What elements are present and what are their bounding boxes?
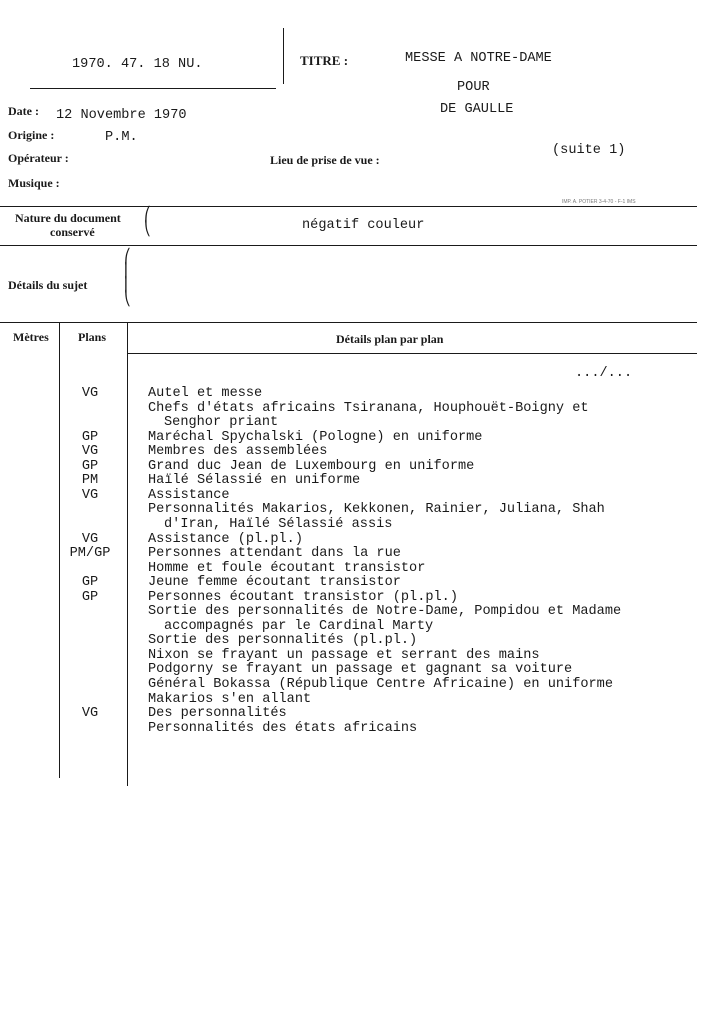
table-row <box>0 590 711 605</box>
continuation-mark: .../... <box>575 366 633 381</box>
table-row <box>0 430 711 445</box>
rule-table-top <box>0 322 697 323</box>
table-row <box>0 721 711 736</box>
table-row <box>0 386 711 401</box>
date-value: 12 Novembre 1970 <box>56 108 187 123</box>
plan-description: Grand duc Jean de Luxembourg en uniforme <box>148 458 475 474</box>
rule-nature-top <box>0 206 697 207</box>
plan-description: Membres des assemblées <box>148 444 328 460</box>
plan-description: Des personnalités <box>148 706 287 722</box>
plan-description: Autel et messe <box>148 386 263 401</box>
col-header-plans: Plans <box>78 330 107 344</box>
col-header-details: Détails plan par plan <box>336 332 444 346</box>
table-row <box>0 517 711 532</box>
nature-brace: ⎛ ⎝ <box>144 208 151 237</box>
plan-code: VG <box>81 487 99 503</box>
origine-value: P.M. <box>105 130 138 145</box>
plan-description: Personnes attendant dans la rue <box>148 546 401 562</box>
table-row <box>0 532 711 547</box>
table-row <box>0 692 711 707</box>
table-row <box>0 575 711 590</box>
printer-mark: IMP. A. POTIER 3-4-70 - F-1 IMS <box>562 199 636 205</box>
nature-label-line1: Nature du document <box>15 211 121 225</box>
plan-description: Personnes écoutant transistor (pl.pl.) <box>148 589 458 605</box>
reference-divider <box>283 28 284 84</box>
reference-underline <box>30 88 276 89</box>
plan-code: VG <box>81 706 99 722</box>
plan-description: Senghor priant <box>164 415 279 431</box>
plan-description: Jeune femme écoutant transistor <box>148 575 401 591</box>
table-row <box>0 561 711 576</box>
date-label: Date : <box>8 104 39 118</box>
lieu-label: Lieu de prise de vue : <box>270 153 380 167</box>
nature-value: négatif couleur <box>302 218 425 233</box>
table-row <box>0 619 711 634</box>
plan-description: Haïlé Sélassié en uniforme <box>148 473 361 489</box>
titre-line-1: MESSE A NOTRE-DAME <box>405 51 552 66</box>
table-row <box>0 662 711 677</box>
titre-label: TITRE : <box>300 53 349 68</box>
table-row <box>0 604 711 619</box>
plan-code: GP <box>81 458 99 474</box>
details-sujet-brace: ⎛ ⎜ ⎜ ⎝ <box>124 250 131 307</box>
table-row <box>0 401 711 416</box>
plan-code: VG <box>81 386 99 401</box>
plan-description: Général Bokassa (République Centre Africaine) en uniforme <box>148 677 613 692</box>
plan-description: Maréchal Spychalski (Pologne) en uniforme <box>148 429 483 445</box>
details-sujet-label: Détails du sujet <box>8 278 88 292</box>
plan-description: Assistance <box>148 487 230 503</box>
plan-description: Sortie des personnalités de Notre-Dame, Pompidou et Madame <box>148 604 622 620</box>
plan-code: PM <box>81 473 99 489</box>
titre-line-2: POUR <box>457 80 490 95</box>
plan-description: Sortie des personnalités (pl.pl.) <box>148 633 418 649</box>
rule-details-header <box>128 353 697 354</box>
col-header-metres: Mètres <box>13 330 49 344</box>
nature-label-line2: conservé <box>50 225 95 239</box>
plan-description: accompagnés par le Cardinal Marty <box>164 618 434 634</box>
operateur-label: Opérateur : <box>8 151 69 165</box>
table-row <box>0 502 711 517</box>
titre-line-3: DE GAULLE <box>440 102 514 117</box>
plan-code: VG <box>81 444 99 460</box>
table-row <box>0 677 711 692</box>
plan-description: Nixon se frayant un passage et serrant des mains <box>148 647 540 663</box>
plan-description: Personnalités Makarios, Kekkonen, Rainier, Juliana, Shah <box>148 502 605 518</box>
plan-description: d'Iran, Haïlé Sélassié assis <box>164 516 393 532</box>
plan-description: Assistance (pl.pl.) <box>148 531 303 547</box>
plan-description: Chefs d'états africains Tsiranana, Houphouët-Boigny et <box>148 400 589 416</box>
plan-code: VG <box>81 531 99 547</box>
table-row <box>0 633 711 648</box>
plan-description: Personnalités des états africains <box>148 720 418 736</box>
reference-number: 1970. 47. 18 NU. <box>72 57 203 72</box>
table-row <box>0 648 711 663</box>
rule-details-top <box>0 245 697 246</box>
table-row <box>0 444 711 459</box>
plan-code: GP <box>81 589 99 605</box>
plan-description: Podgorny se frayant un passage et gagnant sa voiture <box>148 662 573 678</box>
suite-label: (suite 1) <box>552 143 626 158</box>
musique-label: Musique : <box>8 176 60 190</box>
origine-label: Origine : <box>8 128 55 142</box>
table-row <box>0 706 711 721</box>
table-row <box>0 546 711 561</box>
table-row <box>0 459 711 474</box>
plan-description: Makarios s'en allant <box>148 691 312 707</box>
table-row <box>0 415 711 430</box>
plan-code: GP <box>81 429 99 445</box>
plan-code: PM/GP <box>69 546 111 562</box>
plan-code: GP <box>81 575 99 591</box>
plan-description: Homme et foule écoutant transistor <box>148 560 426 576</box>
table-row <box>0 488 711 503</box>
table-row <box>0 473 711 488</box>
